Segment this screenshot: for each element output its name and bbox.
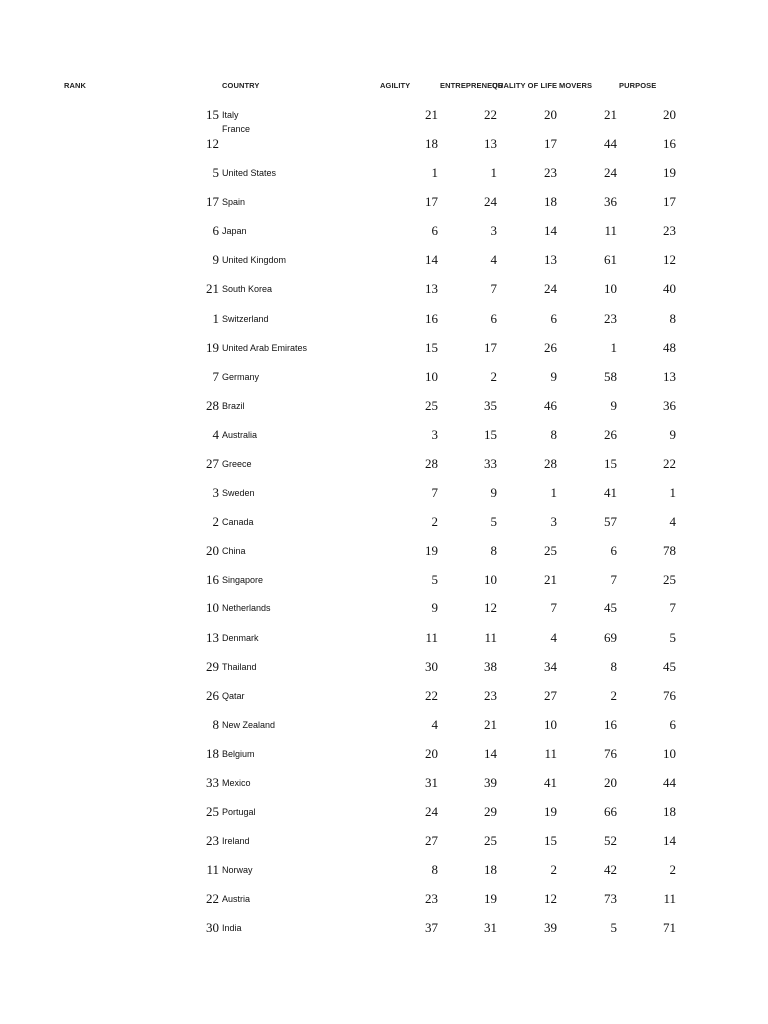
entrepreneur-cell: 33: [484, 456, 497, 471]
table-row: [0, 485, 768, 505]
header-agility: AGILITY: [380, 81, 411, 90]
rank-cell: 5: [212, 165, 219, 180]
country-cell: Canada: [222, 517, 254, 527]
rank-cell: 20: [206, 543, 219, 558]
agility-cell: 18: [425, 136, 438, 151]
quality-of-life-cell: 25: [544, 543, 557, 558]
rank-cell: 29: [206, 659, 219, 674]
movers-cell: 7: [610, 572, 617, 587]
entrepreneur-cell: 24: [484, 194, 497, 209]
table-row: [0, 223, 768, 243]
movers-cell: 58: [604, 369, 617, 384]
country-cell: Norway: [222, 865, 253, 875]
rank-cell: 8: [212, 717, 219, 732]
table-row: [0, 717, 768, 737]
header-purpose: PURPOSE: [619, 81, 657, 90]
purpose-cell: 22: [663, 456, 676, 471]
country-cell: Portugal: [222, 807, 256, 817]
agility-cell: 28: [425, 456, 438, 471]
country-cell: Belgium: [222, 749, 255, 759]
entrepreneur-cell: 5: [490, 514, 497, 529]
table-row: [0, 891, 768, 911]
agility-cell: 27: [425, 833, 438, 848]
table-row: [0, 194, 768, 214]
country-cell: India: [222, 923, 242, 933]
agility-cell: 4: [431, 717, 438, 732]
quality-of-life-cell: 24: [544, 281, 557, 296]
rank-cell: 28: [206, 398, 219, 413]
movers-cell: 69: [604, 630, 617, 645]
quality-of-life-cell: 17: [544, 136, 557, 151]
purpose-cell: 45: [663, 659, 676, 674]
table-row: [0, 572, 768, 592]
table-row: [0, 311, 768, 331]
entrepreneur-cell: 10: [484, 572, 497, 587]
movers-cell: 66: [604, 804, 617, 819]
entrepreneur-cell: 22: [484, 107, 497, 122]
rank-cell: 15: [206, 107, 219, 122]
movers-cell: 2: [610, 688, 617, 703]
purpose-cell: 25: [663, 572, 676, 587]
table-row: [0, 369, 768, 389]
purpose-cell: 7: [669, 600, 676, 615]
agility-cell: 30: [425, 659, 438, 674]
country-cell: France: [222, 124, 251, 134]
table-row: [0, 688, 768, 708]
rank-cell: 4: [212, 427, 219, 442]
movers-cell: 36: [604, 194, 617, 209]
table-row: [0, 427, 768, 447]
movers-cell: 52: [604, 833, 617, 848]
quality-of-life-cell: 34: [544, 659, 557, 674]
movers-cell: 45: [604, 600, 617, 615]
header-rank: RANK: [64, 81, 87, 90]
agility-cell: 13: [425, 281, 438, 296]
purpose-cell: 76: [663, 688, 676, 703]
table-row: [0, 340, 768, 360]
entrepreneur-cell: 9: [490, 485, 497, 500]
quality-of-life-cell: 2: [550, 862, 557, 877]
entrepreneur-cell: 15: [484, 427, 497, 442]
quality-of-life-cell: 39: [544, 920, 557, 935]
rank-cell: 18: [206, 746, 219, 761]
purpose-cell: 6: [669, 717, 676, 732]
agility-cell: 2: [431, 514, 438, 529]
movers-cell: 41: [604, 485, 617, 500]
entrepreneur-cell: 18: [484, 862, 497, 877]
country-cell: New Zealand: [222, 720, 276, 730]
purpose-cell: 48: [663, 340, 676, 355]
purpose-cell: 12: [663, 252, 676, 267]
quality-of-life-cell: 10: [544, 717, 557, 732]
agility-cell: 25: [425, 398, 438, 413]
movers-cell: 21: [604, 107, 617, 122]
entrepreneur-cell: 23: [484, 688, 497, 703]
country-cell: Brazil: [222, 401, 245, 411]
entrepreneur-cell: 4: [490, 252, 497, 267]
header-country: COUNTRY: [222, 81, 260, 90]
movers-cell: 61: [604, 252, 617, 267]
table-row: [0, 543, 768, 563]
entrepreneur-cell: 3: [490, 223, 497, 238]
purpose-cell: 78: [663, 543, 676, 558]
rank-cell: 7: [212, 369, 219, 384]
header-movers: MOVERS: [559, 81, 593, 90]
table-row: [0, 746, 768, 766]
movers-cell: 23: [604, 311, 617, 326]
purpose-cell: 9: [669, 427, 676, 442]
quality-of-life-cell: 23: [544, 165, 557, 180]
entrepreneur-cell: 38: [484, 659, 497, 674]
agility-cell: 31: [425, 775, 438, 790]
entrepreneur-cell: 6: [490, 311, 497, 326]
rank-cell: 26: [206, 688, 219, 703]
purpose-cell: 40: [663, 281, 676, 296]
table-row: [0, 630, 768, 650]
quality-of-life-cell: 46: [544, 398, 557, 413]
quality-of-life-cell: 19: [544, 804, 557, 819]
table-row: [0, 775, 768, 795]
country-cell: United States: [222, 168, 277, 178]
country-cell: South Korea: [222, 284, 273, 294]
movers-cell: 20: [604, 775, 617, 790]
entrepreneur-cell: 2: [490, 369, 497, 384]
agility-cell: 9: [431, 600, 438, 615]
entrepreneur-cell: 29: [484, 804, 497, 819]
quality-of-life-cell: 12: [544, 891, 557, 906]
header-entrepreneur: ENTREPRENEUR: [440, 81, 504, 90]
rank-cell: 33: [206, 775, 219, 790]
purpose-cell: 23: [663, 223, 676, 238]
quality-of-life-cell: 1: [550, 485, 557, 500]
country-cell: Switzerland: [222, 314, 269, 324]
rank-cell: 1: [212, 311, 219, 326]
movers-cell: 15: [604, 456, 617, 471]
country-cell: Japan: [222, 226, 247, 236]
entrepreneur-cell: 7: [490, 281, 497, 296]
entrepreneur-cell: 13: [484, 136, 497, 151]
quality-of-life-cell: 4: [550, 630, 557, 645]
entrepreneur-cell: 1: [490, 165, 497, 180]
quality-of-life-cell: 21: [544, 572, 557, 587]
movers-cell: 76: [604, 746, 617, 761]
table-row: [0, 124, 768, 156]
country-cell: Qatar: [222, 691, 245, 701]
agility-cell: 19: [425, 543, 438, 558]
table-row: [0, 107, 768, 127]
country-cell: Italy: [222, 110, 239, 120]
purpose-cell: 10: [663, 746, 676, 761]
purpose-cell: 2: [669, 862, 676, 877]
quality-of-life-cell: 14: [544, 223, 557, 238]
table-row: [0, 398, 768, 418]
rank-cell: 13: [206, 630, 219, 645]
table-row: [0, 862, 768, 882]
country-cell: Spain: [222, 197, 246, 207]
country-cell: Sweden: [222, 488, 255, 498]
agility-cell: 17: [425, 194, 438, 209]
purpose-cell: 16: [663, 136, 676, 151]
rank-cell: 27: [206, 456, 219, 471]
quality-of-life-cell: 9: [550, 369, 557, 384]
purpose-cell: 71: [663, 920, 676, 935]
entrepreneur-cell: 8: [490, 543, 497, 558]
country-cell: United Arab Emirates: [222, 343, 308, 353]
header-quality-of-life: QUALITY OF LIFE: [492, 81, 558, 90]
country-cell: Australia: [222, 430, 258, 440]
purpose-cell: 11: [663, 891, 676, 906]
agility-cell: 7: [431, 485, 438, 500]
country-cell: Singapore: [222, 575, 264, 585]
quality-of-life-cell: 41: [544, 775, 557, 790]
quality-of-life-cell: 7: [550, 600, 557, 615]
agility-cell: 16: [425, 311, 438, 326]
quality-of-life-cell: 26: [544, 340, 557, 355]
agility-cell: 3: [431, 427, 438, 442]
movers-cell: 8: [610, 659, 617, 674]
rank-cell: 12: [206, 136, 219, 151]
quality-of-life-cell: 27: [544, 688, 557, 703]
quality-of-life-cell: 20: [544, 107, 557, 122]
table-row: [0, 281, 768, 301]
agility-cell: 15: [425, 340, 438, 355]
agility-cell: 20: [425, 746, 438, 761]
movers-cell: 44: [604, 136, 617, 151]
movers-cell: 16: [604, 717, 617, 732]
movers-cell: 9: [610, 398, 617, 413]
rank-cell: 21: [206, 281, 219, 296]
rank-cell: 25: [206, 804, 219, 819]
rank-cell: 9: [212, 252, 219, 267]
movers-cell: 24: [604, 165, 617, 180]
rank-cell: 6: [212, 223, 219, 238]
agility-cell: 8: [431, 862, 438, 877]
entrepreneur-cell: 14: [484, 746, 497, 761]
country-cell: China: [222, 546, 246, 556]
rank-cell: 10: [206, 600, 219, 615]
purpose-cell: 17: [663, 194, 676, 209]
purpose-cell: 20: [663, 107, 676, 122]
movers-cell: 42: [604, 862, 617, 877]
table-row: [0, 600, 768, 620]
quality-of-life-cell: 6: [550, 311, 557, 326]
country-cell: Netherlands: [222, 603, 271, 613]
agility-cell: 37: [425, 920, 438, 935]
agility-cell: 14: [425, 252, 438, 267]
movers-cell: 26: [604, 427, 617, 442]
entrepreneur-cell: 17: [484, 340, 497, 355]
country-cell: Greece: [222, 459, 252, 469]
table-row: [0, 659, 768, 679]
entrepreneur-cell: 25: [484, 833, 497, 848]
agility-cell: 11: [425, 630, 438, 645]
movers-cell: 5: [610, 920, 617, 935]
agility-cell: 24: [425, 804, 438, 819]
country-cell: Denmark: [222, 633, 259, 643]
movers-cell: 11: [604, 223, 617, 238]
purpose-cell: 14: [663, 833, 676, 848]
movers-cell: 10: [604, 281, 617, 296]
entrepreneur-cell: 31: [484, 920, 497, 935]
country-cell: Mexico: [222, 778, 251, 788]
entrepreneur-cell: 11: [484, 630, 497, 645]
rank-cell: 17: [206, 194, 219, 209]
table-row: [0, 514, 768, 534]
rank-cell: 19: [206, 340, 219, 355]
country-cell: Thailand: [222, 662, 257, 672]
entrepreneur-cell: 21: [484, 717, 497, 732]
agility-cell: 21: [425, 107, 438, 122]
purpose-cell: 36: [663, 398, 676, 413]
movers-cell: 73: [604, 891, 617, 906]
agility-cell: 5: [431, 572, 438, 587]
rank-cell: 3: [212, 485, 219, 500]
purpose-cell: 1: [669, 485, 676, 500]
table-row: [0, 804, 768, 824]
rank-cell: 30: [206, 920, 219, 935]
purpose-cell: 8: [669, 311, 676, 326]
purpose-cell: 5: [669, 630, 676, 645]
rank-cell: 11: [206, 862, 219, 877]
agility-cell: 1: [431, 165, 438, 180]
table-row: [0, 833, 768, 853]
agility-cell: 10: [425, 369, 438, 384]
country-cell: Austria: [222, 894, 251, 904]
movers-cell: 57: [604, 514, 617, 529]
agility-cell: 6: [431, 223, 438, 238]
movers-cell: 1: [610, 340, 617, 355]
country-cell: Germany: [222, 372, 260, 382]
quality-of-life-cell: 3: [550, 514, 557, 529]
table-row: [0, 920, 768, 940]
quality-of-life-cell: 13: [544, 252, 557, 267]
agility-cell: 22: [425, 688, 438, 703]
purpose-cell: 18: [663, 804, 676, 819]
rank-cell: 2: [212, 514, 219, 529]
quality-of-life-cell: 8: [550, 427, 557, 442]
agility-cell: 23: [425, 891, 438, 906]
quality-of-life-cell: 11: [544, 746, 557, 761]
table-row: [0, 456, 768, 476]
rank-cell: 16: [206, 572, 219, 587]
table-row: [0, 252, 768, 272]
purpose-cell: 19: [663, 165, 676, 180]
purpose-cell: 44: [663, 775, 676, 790]
entrepreneur-cell: 35: [484, 398, 497, 413]
purpose-cell: 13: [663, 369, 676, 384]
quality-of-life-cell: 15: [544, 833, 557, 848]
entrepreneur-cell: 19: [484, 891, 497, 906]
purpose-cell: 4: [669, 514, 676, 529]
rank-cell: 23: [206, 833, 219, 848]
quality-of-life-cell: 28: [544, 456, 557, 471]
movers-cell: 6: [610, 543, 617, 558]
table-row: [0, 165, 768, 185]
country-cell: Ireland: [222, 836, 250, 846]
country-cell: United Kingdom: [222, 255, 287, 265]
quality-of-life-cell: 18: [544, 194, 557, 209]
entrepreneur-cell: 39: [484, 775, 497, 790]
entrepreneur-cell: 12: [484, 600, 497, 615]
rank-cell: 22: [206, 891, 219, 906]
